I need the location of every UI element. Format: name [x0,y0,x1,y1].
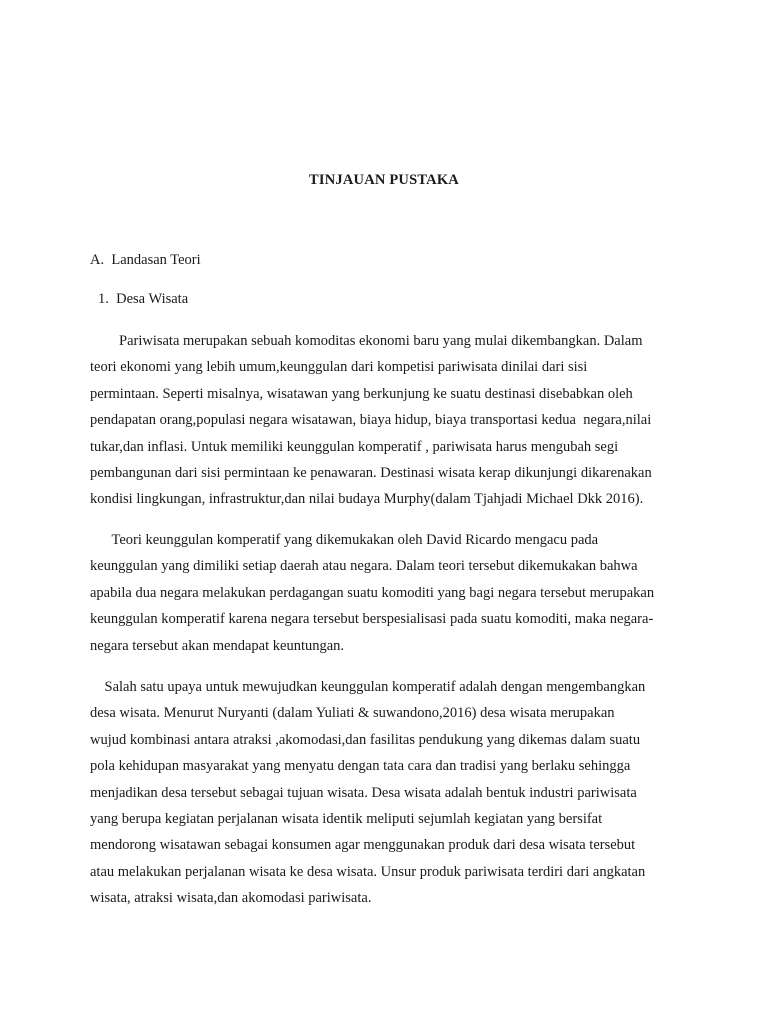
paragraph-line: kondisi lingkungan, infrastruktur,dan nilai budaya Murphy(dalam Tjahjadi Michael Dkk 2016). [90,491,644,508]
paragraph-line: wisata, atraksi wisata,dan akomodasi pariwisata. [90,890,372,907]
paragraph-3 [90,674,690,912]
paragraph-line: keunggulan yang dimiliki setiap daerah atau negara. Dalam teori tersebut dikemukakan bahwa [90,558,638,575]
paragraph-line: permintaan. Seperti misalnya, wisatawan yang berkunjung ke suatu destinasi disebabkan oleh [90,385,633,402]
paragraph-line: keunggulan komperatif karena negara tersebut berspesialisasi pada suatu komoditi, maka negara- [90,611,654,628]
subsection-heading-desa-wisata: 1. Desa Wisata [98,291,189,307]
paragraph-line: pendapatan orang,populasi negara wisatawan, biaya hidup, biaya transportasi kedua negara,nilai [90,412,652,429]
paragraph-line: atau melakukan perjalanan wisata ke desa wisata. Unsur produk pariwisata terdiri dari angkatan [90,863,646,880]
paragraph-line: yang berupa kegiatan perjalanan wisata identik meliputi sejumlah kegiatan yang bersifat [90,810,603,827]
paragraph-line: pola kehidupan masyarakat yang menyatu dengan tata cara dan tradisi yang berlaku sehingga [90,758,631,775]
paragraph-line: teori ekonomi yang lebih umum,keunggulan dari kompetisi pariwisata dinilai dari sisi [90,359,588,376]
paragraph-line: apabila dua negara melakukan perdagangan suatu komoditi yang bagi negara tersebut merupakan [90,584,655,601]
paragraph-line: mendorong wisatawan sebagai konsumen agar menggunakan produk dari desa wisata tersebut [90,837,636,854]
paragraph-line: negara tersebut akan mendapat keuntungan. [90,637,345,654]
paragraph-line: pembangunan dari sisi permintaan ke penawaran. Destinasi wisata kerap dikunjungi dikarenakan [90,464,652,481]
paragraph-line: Teori keunggulan komperatif yang dikemukakan oleh David Ricardo mengacu pada [90,532,599,548]
paragraph-line: Salah satu upaya untuk mewujudkan keunggulan komperatif adalah dengan mengembangkan [90,679,646,695]
page-title: TINJAUAN PUSTAKA [309,172,459,188]
section-heading-landasan-teori: A. Landasan Teori [90,252,201,268]
paragraph-line: tukar,dan inflasi. Untuk memiliki keunggulan komperatif , pariwisata harus mengubah segi [90,438,619,455]
paragraph-line: Pariwisata merupakan sebuah komoditas ekonomi baru yang mulai dikembangkan. Dalam [90,333,643,349]
paragraph-line: desa wisata. Menurut Nuryanti (dalam Yuliati & suwandono,2016) desa wisata merupakan [90,705,615,722]
paragraph-line: menjadikan desa tersebut sebagai tujuan wisata. Desa wisata adalah bentuk industri pariwisata [90,784,637,801]
paragraph-line: wujud kombinasi antara atraksi ,akomodasi,dan fasilitas pendukung yang dikemas dalam suatu [90,731,641,748]
paragraph-2 [90,527,690,659]
paragraph-1 [90,328,690,513]
